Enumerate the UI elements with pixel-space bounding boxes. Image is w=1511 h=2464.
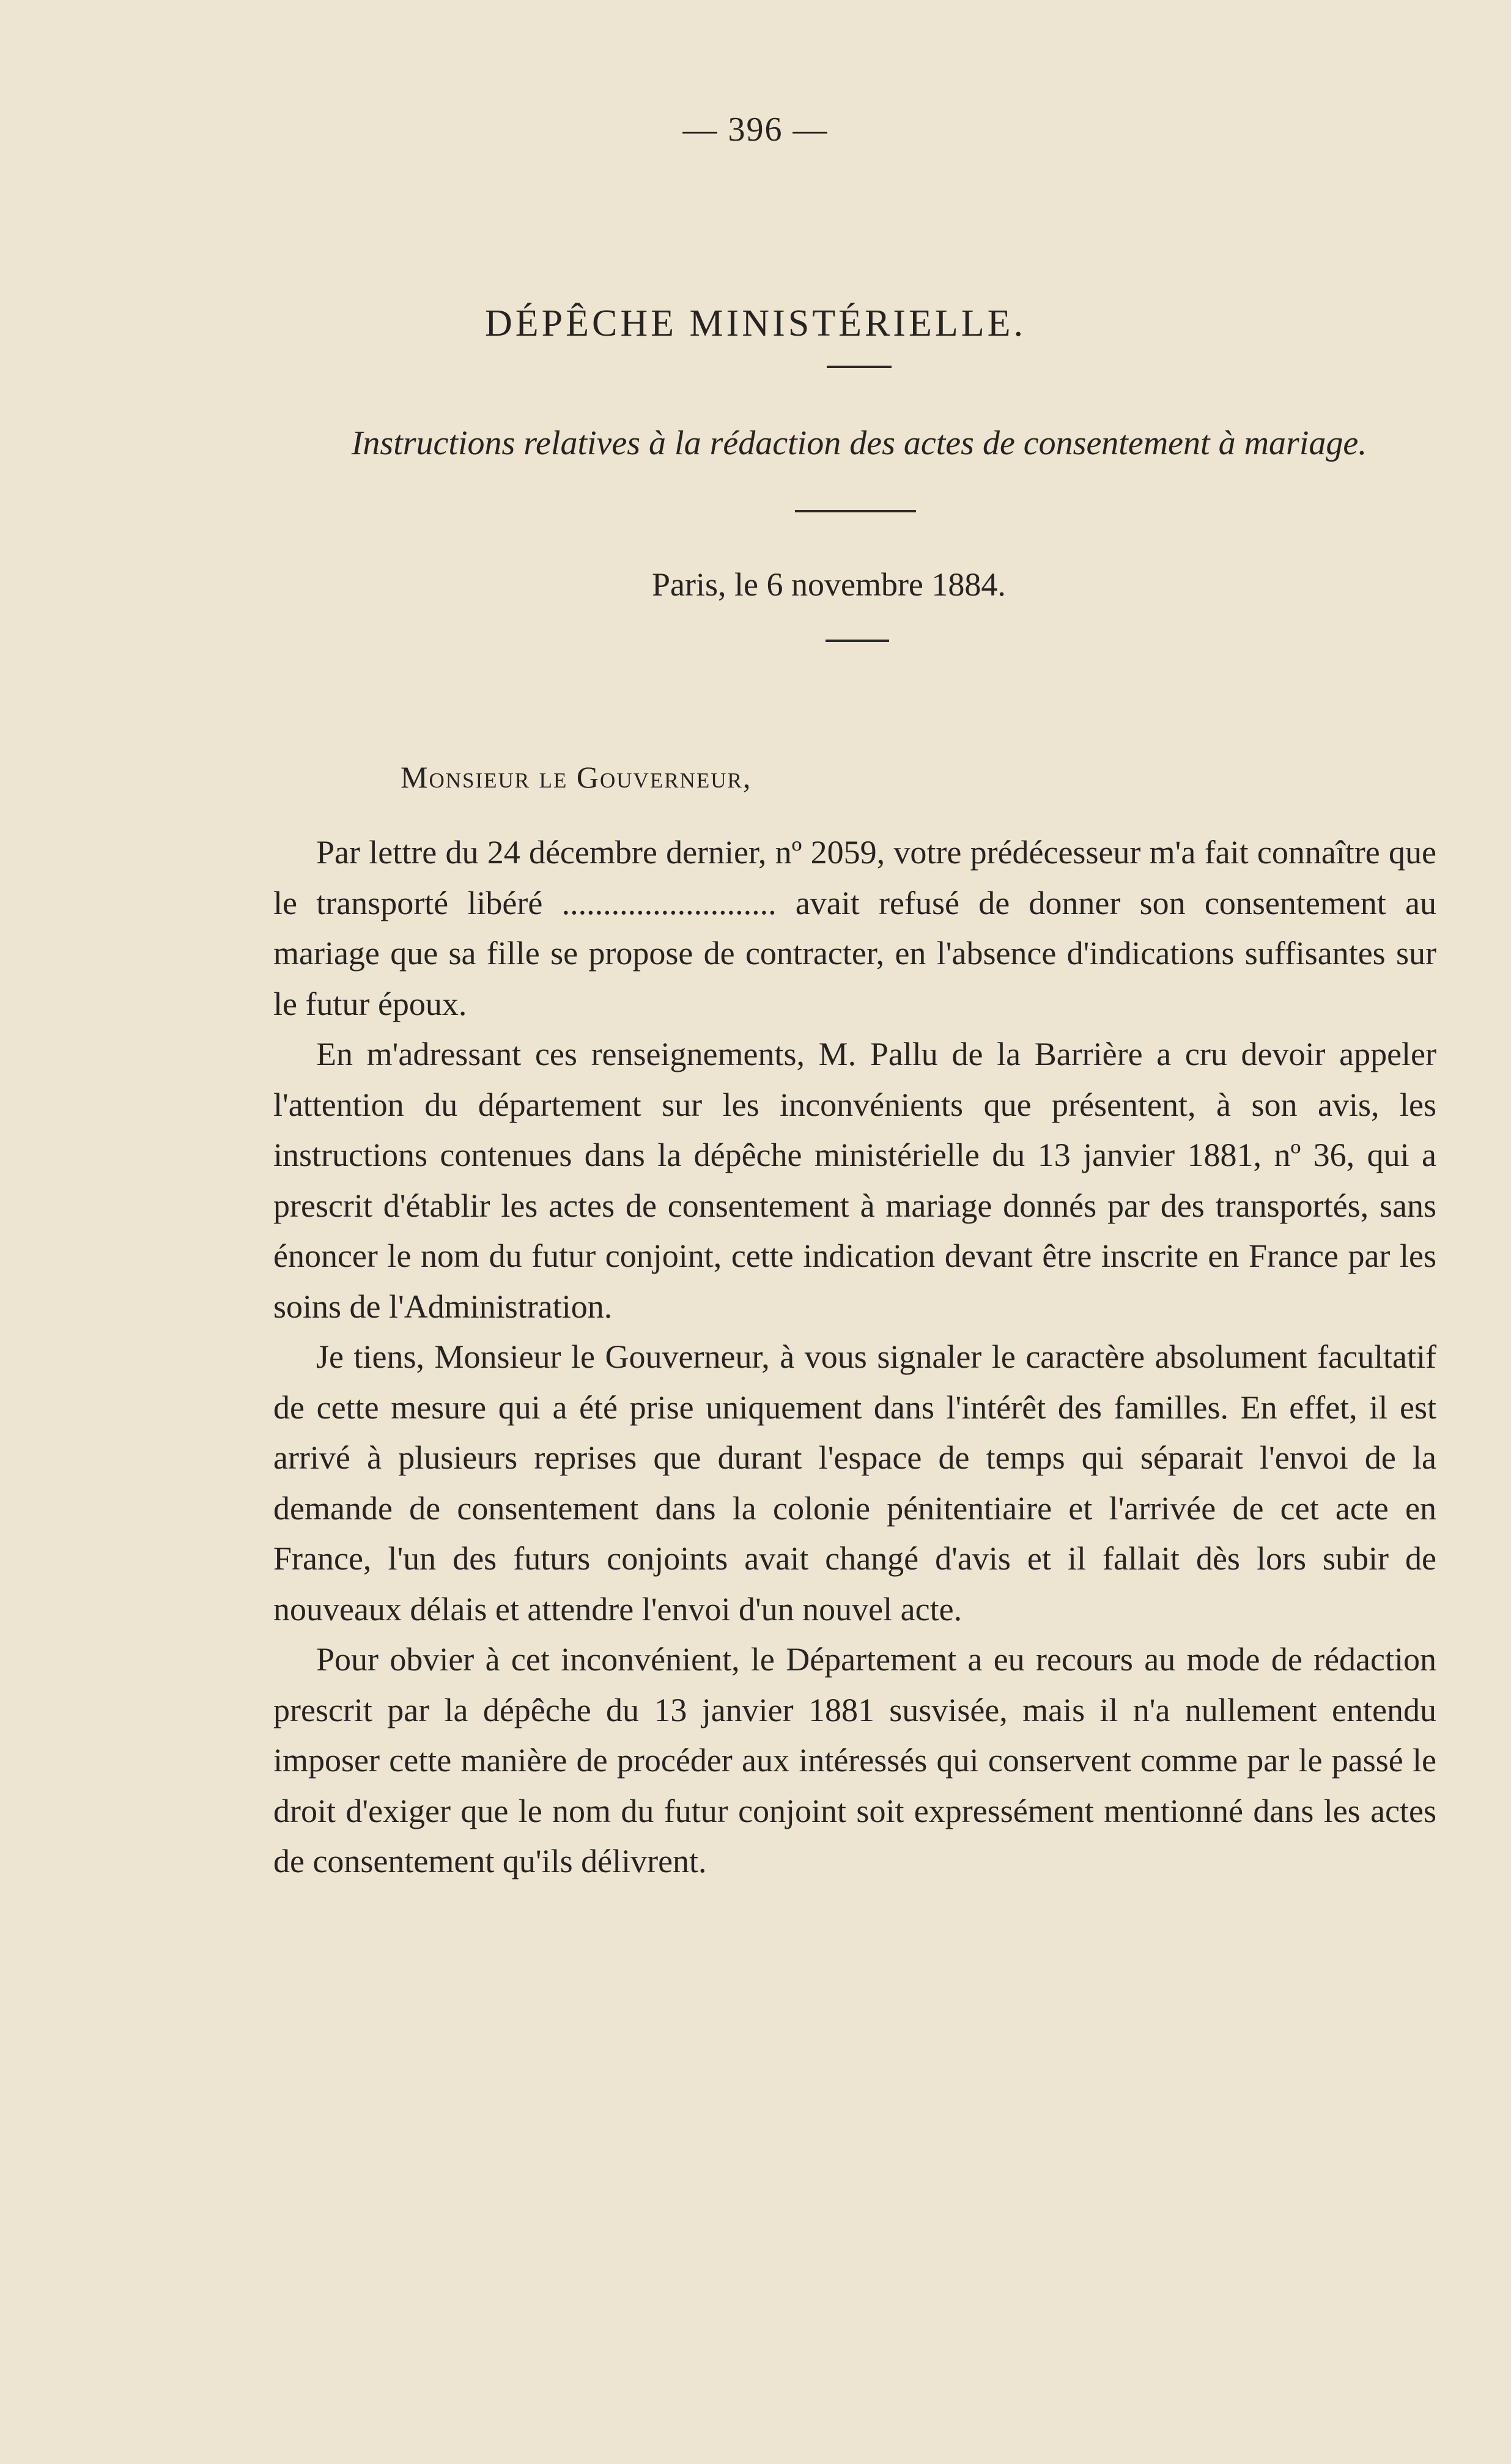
paragraph-1: Par lettre du 24 décembre dernier, nº 2059, votre prédécesseur m'a fait connaître que le transporté libéré .......................... avait refusé de donner son consentement au mariage que sa fille se propose de contracter, en l'absence d'indications suffisantes sur le futur époux.: [273, 834, 1436, 1022]
document-subtitle: Instructions relatives à la rédaction des actes de consentement à mariage.: [351, 424, 1367, 462]
letter-body: [273, 827, 1436, 1887]
dateline: Paris, le 6 novembre 1884.: [652, 566, 1006, 603]
title-divider: [827, 366, 892, 368]
document-title: DÉPÊCHE MINISTÉRIELLE.: [485, 302, 1026, 344]
dateline-divider: [826, 640, 889, 642]
salutation: Monsieur le Gouverneur,: [401, 760, 752, 794]
subtitle-divider: [795, 510, 916, 512]
page-number: — 396 —: [682, 111, 829, 149]
paragraph-4: Pour obvier à cet inconvénient, le Département a eu recours au mode de rédaction prescrit par la dépêche du 13 janvier 1881 susvisée, mais il n'a nullement entendu imposer cette manière de procéder aux intéressés qui conservent comme par le passé le droit d'exiger que le nom du futur conjoint soit expressément mentionné dans les actes de consentement qu'ils délivrent.: [273, 1641, 1436, 1879]
paragraph-3: Je tiens, Monsieur le Gouverneur, à vous signaler le caractère absolument facultatif de cette mesure qui a été prise uniquement dans l'intérêt des familles. En effet, il est arrivé à plusieurs reprises que durant l'espace de temps qui séparait l'envoi de la demande de consentement dans la colonie pénitentiaire et l'arrivée de cet acte en France, l'un des futurs conjoints avait changé d'avis et il fallait dès lors subir de nouveaux délais et attendre l'envoi d'un nouvel acte.: [273, 1338, 1436, 1628]
paragraph-2: En m'adressant ces renseignements, M. Pallu de la Barrière a cru devoir appeler l'attention du département sur les inconvénients que présentent, à son avis, les instructions contenues dans la dépêche ministérielle du 13 janvier 1881, nº 36, qui a prescrit d'établir les actes de consentement à mariage donnés par des transportés, sans énoncer le nom du futur conjoint, cette indication devant être inscrite en France par les soins de l'Administration.: [273, 1036, 1436, 1325]
